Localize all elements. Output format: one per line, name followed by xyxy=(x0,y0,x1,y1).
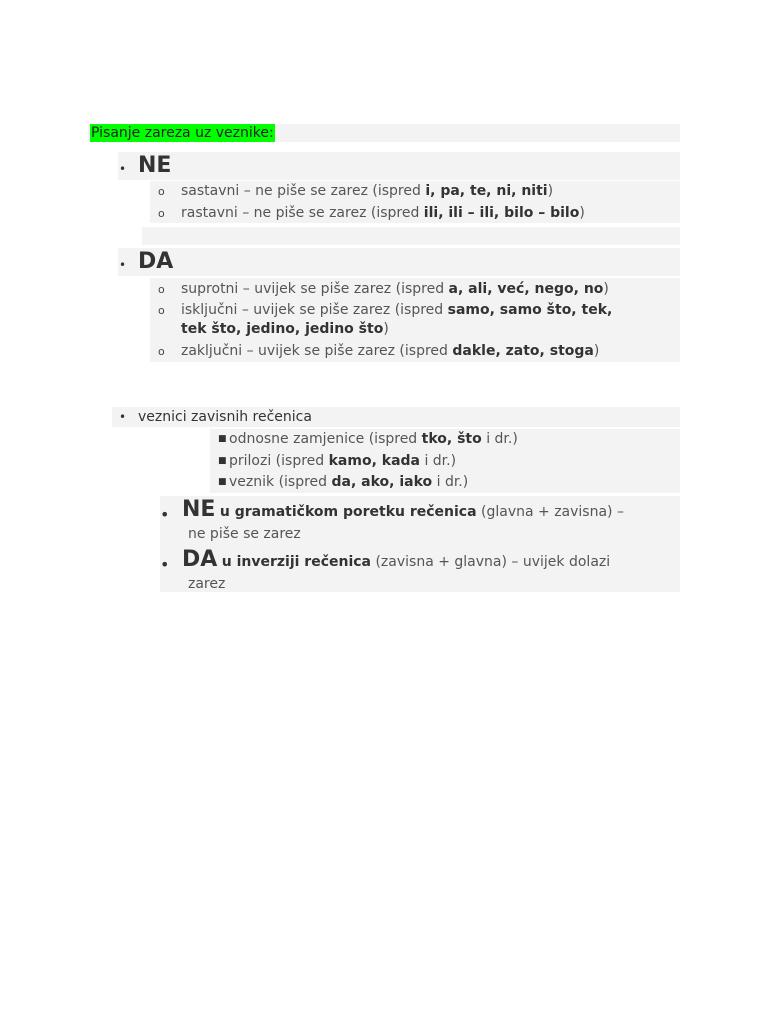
ne-heading-band xyxy=(118,152,680,180)
ne-item-sastavni: sastavni – ne piše se zarez (ispred i, pa, te, ni, niti) xyxy=(181,183,554,199)
bullet-icon: • xyxy=(119,410,127,424)
square-bullet-icon: ■ xyxy=(218,477,227,487)
page-title: Pisanje zareza uz veznike: xyxy=(91,125,274,141)
da-item-suprotni: suprotni – uvijek se piše zarez (ispred a, ali, već, nego, no) xyxy=(181,281,609,297)
circle-bullet-icon: o xyxy=(158,185,165,198)
square-bullet-icon: ■ xyxy=(218,456,227,466)
dependent-item-zamjenice: odnosne zamjenice (ispred tko, što i dr.) xyxy=(229,431,518,447)
da-item-iskljucni-cont: tek što, jedino, jedino što) xyxy=(181,321,389,337)
circle-bullet-icon: o xyxy=(158,283,165,296)
rule-da-cont: zarez xyxy=(188,576,226,592)
bullet-icon: • xyxy=(119,258,127,272)
rule-da: DA u inverziji rečenica (zavisna + glavna) – uvijek dolazi xyxy=(182,547,611,572)
da-item-zakljucni: zaključni – uvijek se piše zarez (ispred dakle, zato, stoga) xyxy=(181,343,600,359)
bullet-icon: • xyxy=(119,162,127,176)
dependent-heading: veznici zavisnih rečenica xyxy=(138,409,312,425)
square-bullet-icon: ■ xyxy=(218,434,227,444)
dependent-item-veznik: veznik (ispred da, ako, iako i dr.) xyxy=(229,474,469,490)
da-heading-band xyxy=(118,248,680,276)
circle-bullet-icon: o xyxy=(158,345,165,358)
circle-bullet-icon: o xyxy=(158,207,165,220)
da-heading: DA xyxy=(138,249,174,274)
bullet-icon: • xyxy=(160,505,170,524)
spacer-band xyxy=(142,227,680,245)
ne-heading: NE xyxy=(138,153,172,178)
rule-ne: NE u gramatičkom poretku rečenica (glavna + zavisna) – xyxy=(182,497,624,522)
rule-ne-cont: ne piše se zarez xyxy=(188,526,301,542)
ne-item-rastavni: rastavni – ne piše se zarez (ispred ili, ili – ili, bilo – bilo) xyxy=(181,205,585,221)
da-item-iskljucni: isključni – uvijek se piše zarez (ispred samo, samo što, tek, xyxy=(181,302,613,318)
circle-bullet-icon: o xyxy=(158,304,165,317)
bullet-icon: • xyxy=(160,555,170,574)
dependent-item-prilozi: prilozi (ispred kamo, kada i dr.) xyxy=(229,453,457,469)
